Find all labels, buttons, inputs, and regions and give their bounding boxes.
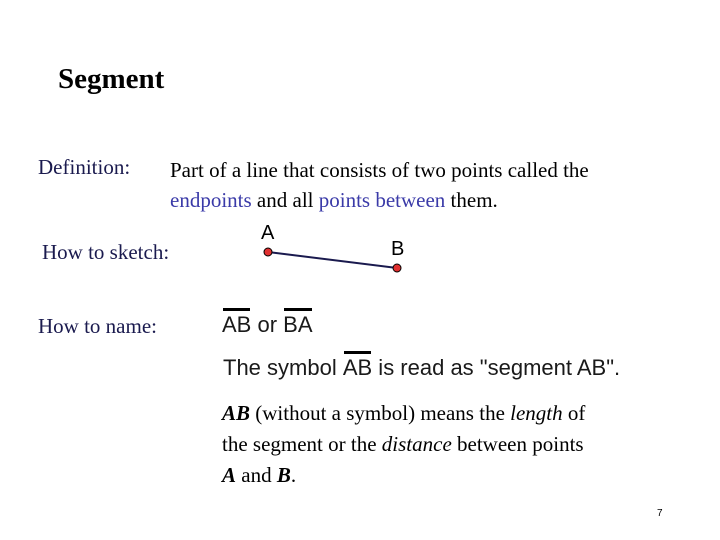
note-line-2 xyxy=(222,429,585,460)
note-b: B xyxy=(276,463,291,487)
endpoint-b-label: B xyxy=(391,238,405,260)
symbol-sentence xyxy=(223,355,620,381)
note-a: A xyxy=(222,463,237,487)
note-line-1 xyxy=(222,398,585,429)
naming-label: How to name: xyxy=(38,314,157,338)
note-line-3 xyxy=(222,460,585,491)
note-length: length xyxy=(510,401,563,425)
note-period: . xyxy=(290,463,297,487)
or-word: or xyxy=(251,312,284,337)
note-distance: distance xyxy=(381,432,452,456)
segment-name-ba: BA xyxy=(283,312,313,337)
definition-line-1: Part of a line that consists of two points called the xyxy=(170,158,589,182)
definition-ending: them. xyxy=(445,188,498,212)
symbol-ab: AB xyxy=(342,355,373,380)
page-number: 7 xyxy=(657,508,663,519)
term-points-between: points between xyxy=(318,188,446,212)
symbol-suffix: is read as "segment AB". xyxy=(372,355,621,380)
note-and: and xyxy=(236,463,277,487)
definition-connector: and all xyxy=(251,188,319,212)
note-part2: of xyxy=(562,401,586,425)
segment-line xyxy=(268,252,397,268)
endpoint-a-dot xyxy=(264,248,272,256)
length-note xyxy=(222,398,585,491)
symbol-prefix: The symbol xyxy=(223,355,343,380)
note-part1: (without a symbol) means the xyxy=(250,401,511,425)
term-endpoints: endpoints xyxy=(170,188,252,212)
slide-title: Segment xyxy=(58,63,165,95)
note-ab: AB xyxy=(222,401,251,425)
definition-label: Definition: xyxy=(38,155,131,179)
segment-names xyxy=(222,312,313,338)
endpoint-a-label: A xyxy=(261,222,275,244)
note-line2b: between points xyxy=(451,432,584,456)
note-line2a: the segment or the xyxy=(222,432,382,456)
endpoint-b-dot xyxy=(393,264,401,272)
sketch-label: How to sketch: xyxy=(42,240,170,264)
segment-name-ab: AB xyxy=(222,312,252,337)
